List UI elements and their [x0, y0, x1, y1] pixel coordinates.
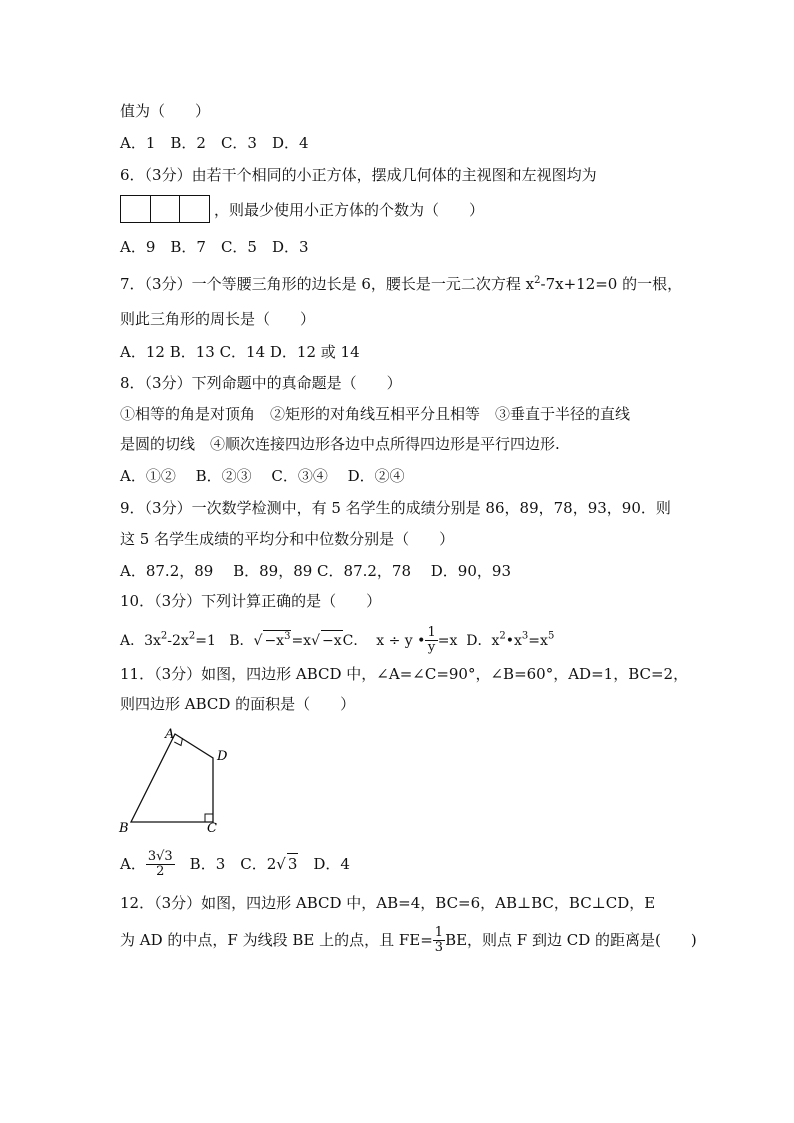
q11-quadrilateral-figure	[115, 724, 235, 836]
q7-options: A．12 B．13 C．14 D．12 或 14	[120, 343, 360, 361]
q9-options: A．87.2，89 B．89，89 C．87.2，78 D．90，93	[120, 562, 511, 580]
q10-options: A．$3x^2-2x^2=1$ B．√ $-x^3=x√ -xC$． x ÷ y • $\frac{1}{y}$ =x D．$x^2•x^3=x^5$	[120, 625, 555, 655]
q11-stem: 11．（3分）如图，四边形 ABCD 中，∠A=∠C=90°，∠B=60°，AD=1，BC=2，	[120, 665, 689, 683]
label-B: B	[119, 821, 129, 836]
q6-stem-cont: ，则最少使用小正方体的个数为（ ）	[214, 201, 485, 219]
q6-options: A．9 B．7 C．5 D．3	[120, 238, 309, 256]
q8-statements-cont: 是圆的切线 ④顺次连接四边形各边中点所得四边形是平行四边形.	[120, 435, 560, 453]
q10-stem: 10．（3分）下列计算正确的是（ ）	[120, 592, 382, 610]
q11-options: A． $\frac{3√3}{2}$ B．3 C．2√ 3 D．4	[120, 849, 350, 879]
q6-view-figure	[120, 195, 210, 223]
q8-stem: 8．（3分）下列命题中的真命题是（ ）	[120, 374, 402, 392]
label-D: D	[217, 749, 228, 764]
label-C: C	[207, 821, 217, 836]
q5-tail: 值为（ ）	[120, 102, 211, 120]
label-A: A	[165, 727, 175, 742]
q8-statements: ①相等的角是对顶角 ②矩形的对角线互相平分且相等 ③垂直于半径的直线	[120, 405, 631, 423]
q8-options: A．①② B．②③ C．③④ D．②④	[120, 467, 405, 485]
q7-stem: 7．（3分）一个等腰三角形的边长是 6，腰长是一元二次方程 $x^2-7x+12=0$ 的一根，	[120, 275, 683, 293]
q6-stem: 6．（3分）由若干个相同的小正方体，摆成几何体的主视图和左视图均为	[120, 166, 597, 184]
q9-stem-cont: 这 5 名学生成绩的平均分和中位数分别是（ ）	[120, 530, 455, 548]
q12-stem-cont: 为 AD 的中点，F 为线段 BE 上的点，且 FE= $\frac{1}{3}$ BE，则点 F 到边 CD 的距离是( )	[120, 925, 697, 955]
q7-stem-cont: 则此三角形的周长是（ ）	[120, 310, 316, 328]
q5-options: A．1 B．2 C．3 D．4	[120, 134, 309, 152]
q11-stem-cont: 则四边形 ABCD 的面积是（ ）	[120, 695, 356, 713]
q9-stem: 9．（3分）一次数学检测中，有 5 名学生的成绩分别是 86，89，78，93，90．则	[120, 499, 671, 517]
q12-stem: 12．（3分）如图，四边形 ABCD 中，AB=4，BC=6，AB⊥BC，BC⊥CD，E	[120, 894, 656, 912]
